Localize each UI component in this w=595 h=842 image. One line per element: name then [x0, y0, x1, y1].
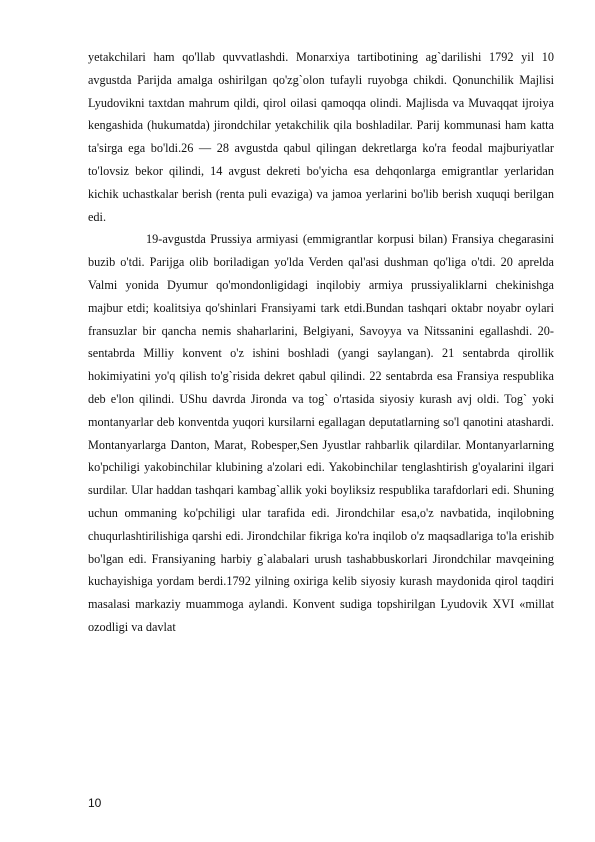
body-text — [88, 46, 554, 639]
page-number: 10 — [88, 796, 102, 810]
paragraph-1: yetakchilari ham qo'llab quvvatlashdi. Monarxiya tartibotining ag`darilishi 1792 yil 10 avgustda Parijda amalga oshirilgan qo'zg`olon tufayli ruyobga chikdi. Qonunchilik Majlisi Lyudovikni taxtdan mahrum qildi, qirol oilasi qamoqqa olindi. Majlisda va Muvaqqat ijroiya kengashida (hukumatda) jirondchilar yetakchilik qila boshladilar. Parij kommunasi ham katta ta'sirga ega bo'ldi.26 — 28 avgustda qabul qilingan dekretlarga ko'ra feodal majburiyatlar to'lovsiz bekor qilindi, 14 avgust dekreti bo'yicha esa dehqonlarga emigrantlar yerlaridan kichik uchastkalar berish (renta puli evaziga) va jamoa yerlarini bo'lib berish xuquqi berilgan edi. — [88, 50, 554, 224]
paragraph-2: 19-avgustda Prussiya armiyasi (emmigrantlar korpusi bilan) Fransiya chegarasini buzib o'tdi. Parijga olib boriladigan yo'lda Verden qal'asi dushman qo'liga o'tdi. 20 aprelda Valmi yonida Dyumur qo'mondonligidagi inqilobiy armiya prussiyaliklarni chekinishga majbur etdi; koalitsiya qo'shinlari Fransiyami tark etdi.Bundan tashqari oktabr noyabr oylari fransuzlar bir qancha nemis shaharlarini, Belgiyani, Savoyya va Nitssanini egallashdi. 20-sentabrda Milliy konvent o'z ishini boshladi (yangi saylangan). 21 sentabrda qirollik hokimiyatini yo'q qilish to'g`risida dekret qabul qilindi. 22 sentabrda esa Fransiya respublika deb e'lon qilindi. UShu davrda Jironda va tog` o'rtasida siyosiy kurash avj oldi. Tog` yoki montanyarlar deb konventda yuqori kursilarni egallagan deputatlarning so'l qanotini atashardi. Montanyarlarga Danton, Marat, Robesper,Sen Jyustlar rahbarlik qilardilar. Montanyarlarning ko'pchiligi yakobinchilar klubining a'zolari edi. Yakobinchilar tenglashtirish g'oyalarini ilgari surdilar. Ular haddan tashqari kambag`allik yoki boyliksiz respublika tarafdorlari edi. Shuning uchun ommaning ko'pchiligi ular tarafida edi. Jirondchilar esa,o'z navbatida, inqilobning chuqurlashtirilishiga qarshi edi. Jirondchilar fikriga ko'ra inqilob o'z maqsadlariga to'la erishib bo'lgan edi. Fransiyaning harbiy g`alabalari urush tashabbuskorlari Jirondchilar mavqeining kuchayishiga yordam berdi.1792 yilning oxiriga kelib siyosiy kurash maydonida qirol taqdiri masalasi markaziy muammoga aylandi. Konvent sudiga topshirilgan Lyudovik XVI «millat ozodligi va davlat — [88, 232, 554, 634]
